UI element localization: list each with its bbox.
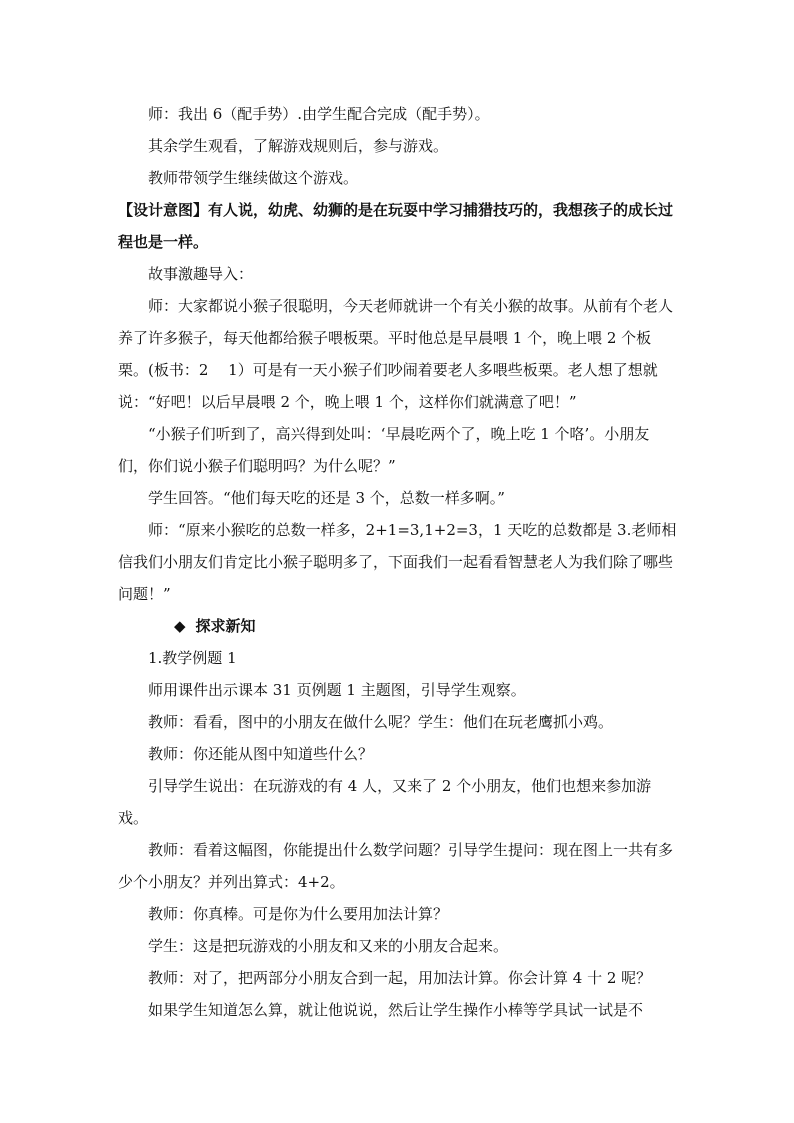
design-intent-paragraph: 【设计意图】有人说，幼虎、幼狮的是在玩耍中学习捕猎技巧的，我想孩子的成长过程也是一样。: [118, 201, 674, 251]
paragraph-q9: 教师：对了，把两部分小朋友合到一起，用加法计算。你会计算 4 十 2 呢？: [148, 969, 652, 987]
paragraph-1: 师：我出 6（配手势）.由学生配合完成（配手势）。: [148, 105, 490, 123]
document-page: [118, 98, 678, 1026]
section-heading: [118, 610, 678, 642]
paragraph-3: 教师带领学生继续做这个游戏。: [148, 169, 359, 187]
paragraph-q4: 教师：你还能从图中知道些什么？: [148, 745, 374, 763]
paragraph-q8: 学生：这是把玩游戏的小朋友和又来的小朋友合起来。: [148, 937, 509, 955]
paragraph-8: 学生回答。“他们每天吃的还是 3 个，总数一样多啊。”: [148, 489, 505, 507]
paragraph-q3: 教师：看看，图中的小朋友在做什么呢？学生：他们在玩老鹰抓小鸡。: [148, 713, 614, 731]
paragraph-q2: 师用课件出示课本 31 页例题 1 主题图，引导学生观察。: [148, 681, 526, 699]
diamond-bullet-icon: ◆: [174, 617, 186, 635]
paragraph-7: “小猴子们听到了，高兴得到处叫：‘早晨吃两个了，晚上吃 1 个咯’。小朋友们，你们说小猴子们聪明吗？为什么呢？”: [118, 425, 650, 475]
paragraph-example-title: 1.教学例题 1: [148, 649, 237, 667]
paragraph-9: 师：“原来小猴吃的总数一样多，2+1=3,1+2=3，1 天吃的总数都是 3.老师相信我们小朋友们肯定比小猴子聪明多了，下面我们一起看看智慧老人为我们除了哪些问题！”: [118, 521, 677, 603]
paragraph-q7: 教师：你真棒。可是你为什么要用加法计算？: [148, 905, 449, 923]
paragraph-q5: 引导学生说出：在玩游戏的有 4 人，又来了 2 个小朋友，他们也想来参加游戏。: [118, 777, 652, 827]
section-heading-text: 探求新知: [195, 617, 256, 635]
paragraph-q6: 教师：看着这幅图，你能提出什么数学问题？引导学生提问：现在图上一共有多少个小朋友？并列出算式：4+2。: [118, 841, 674, 891]
paragraph-q10: 如果学生知道怎么算，就让他说说，然后让学生操作小棒等学具试一试是不: [148, 1001, 644, 1019]
paragraph-2: 其余学生观看，了解游戏规则后，参与游戏。: [148, 137, 449, 155]
paragraph-6: 师：大家都说小猴子很聪明，今天老师就讲一个有关小猴的故事。从前有个老人养了许多猴子，每天他都给猴子喂板栗。平时他总是早晨喂 1 个，晚上喂 2 个板栗。(板书：2 1）可是有一天小猴子们吵闹着要老人多喂些板栗。老人想了想就说：“好吧！以后早晨喂 2 个，晚上喂 1 个，这样你们就满意了吧！”: [118, 297, 674, 411]
paragraph-5: 故事激趣导入：: [148, 265, 254, 283]
